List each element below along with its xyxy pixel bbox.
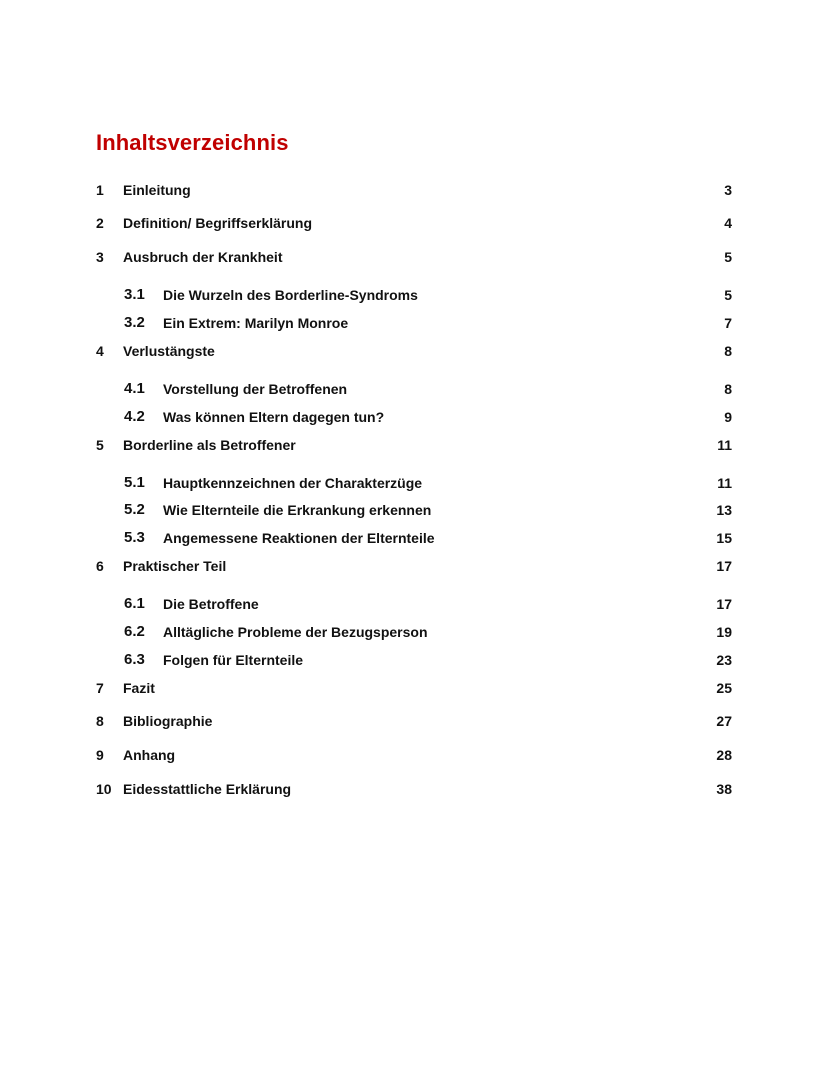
toc-entry-page: 4	[724, 215, 732, 231]
toc-entry-label: Anhang	[123, 747, 176, 763]
toc-entry-number: 3	[96, 249, 104, 265]
toc-entry-3-2[interactable]	[0, 313, 828, 333]
toc-entry-page: 9	[724, 409, 732, 425]
toc-entry-number: 9	[96, 747, 104, 763]
toc-entry-6-1[interactable]	[0, 594, 828, 614]
toc-entry-number: 5	[96, 437, 104, 453]
toc-entry-label: Definition/ Begriffserklärung	[123, 215, 313, 231]
toc-entry-4[interactable]	[0, 341, 828, 361]
toc-entry-label: Die Betroffene	[163, 596, 259, 612]
toc-entry-page: 11	[717, 475, 732, 491]
toc-entry-label: Borderline als Betroffener	[123, 437, 296, 453]
toc-entry-label: Die Wurzeln des Borderline-Syndroms	[163, 287, 418, 303]
toc-entry-page: 17	[716, 596, 732, 612]
toc-entry-label: Verlustängste	[123, 343, 215, 359]
toc-entry-page: 7	[724, 315, 732, 331]
toc-entry-page: 15	[716, 530, 732, 546]
toc-entry-number: 5.3	[124, 529, 145, 546]
toc-entry-label: Angemessene Reaktionen der Elternteile	[163, 530, 435, 546]
toc-entry-page: 27	[716, 713, 732, 729]
toc-entry-9[interactable]	[0, 745, 828, 765]
toc-entry-5[interactable]	[0, 435, 828, 455]
toc-entry-page: 8	[724, 381, 732, 397]
toc-entry-page: 17	[716, 558, 732, 574]
toc-entry-page: 28	[716, 747, 732, 763]
toc-entry-3[interactable]	[0, 247, 828, 267]
toc-entry-5-1[interactable]	[0, 473, 828, 493]
toc-entry-number: 3.1	[124, 286, 145, 303]
toc-entry-8[interactable]	[0, 711, 828, 731]
toc-entry-number: 4.2	[124, 408, 145, 425]
toc-entry-number: 10	[96, 781, 112, 797]
toc-entry-page: 11	[717, 437, 732, 453]
toc-entry-label: Einleitung	[123, 182, 191, 198]
toc-entry-page: 5	[724, 249, 732, 265]
toc-entry-page: 19	[716, 624, 732, 640]
toc-entry-number: 6	[96, 558, 104, 574]
toc-entry-label: Ein Extrem: Marilyn Monroe	[163, 315, 349, 331]
toc-entry-number: 6.3	[124, 651, 145, 668]
toc-entry-number: 5.2	[124, 501, 145, 518]
toc-entry-number: 6.1	[124, 595, 145, 612]
toc-entry-page: 13	[716, 502, 732, 518]
toc-entry-label: Ausbruch der Krankheit	[123, 249, 283, 265]
toc-entry-label: Folgen für Elternteile	[163, 652, 304, 668]
toc-entry-label: Praktischer Teil	[123, 558, 227, 574]
toc-entry-number: 1	[96, 182, 104, 198]
toc-entry-label: Bibliographie	[123, 713, 213, 729]
toc-entry-number: 4.1	[124, 380, 145, 397]
toc-entry-number: 2	[96, 215, 104, 231]
toc-entry-number: 7	[96, 680, 104, 696]
toc-entry-1[interactable]	[0, 180, 828, 200]
toc-entry-7[interactable]	[0, 678, 828, 698]
toc-entry-number: 3.2	[124, 314, 145, 331]
toc-entry-number: 4	[96, 343, 104, 359]
toc-entry-4-1[interactable]	[0, 379, 828, 399]
toc-entry-6-2[interactable]	[0, 622, 828, 642]
toc-entry-label: Fazit	[123, 680, 155, 696]
toc-entry-label: Eidesstattliche Erklärung	[123, 781, 292, 797]
toc-entry-label: Wie Elternteile die Erkrankung erkennen	[163, 502, 432, 518]
toc-entry-page: 38	[716, 781, 732, 797]
toc-entry-page: 8	[724, 343, 732, 359]
toc-entry-page: 23	[716, 652, 732, 668]
toc-entry-label: Hauptkennzeichnen der Charakterzüge	[163, 475, 423, 491]
toc-entry-5-2[interactable]	[0, 500, 828, 520]
toc-entry-page: 25	[716, 680, 732, 696]
toc-entry-3-1[interactable]	[0, 285, 828, 305]
toc-entry-page: 5	[724, 287, 732, 303]
toc-entry-page: 3	[724, 182, 732, 198]
toc-entry-number: 8	[96, 713, 104, 729]
toc-entry-label: Vorstellung der Betroffenen	[163, 381, 348, 397]
toc-entry-number: 5.1	[124, 474, 145, 491]
toc-entry-label: Alltägliche Probleme der Bezugsperson	[163, 624, 428, 640]
toc-entry-5-3[interactable]	[0, 528, 828, 548]
toc-entry-2[interactable]	[0, 213, 828, 233]
toc-entry-6-3[interactable]	[0, 650, 828, 670]
toc-entry-10[interactable]	[0, 779, 828, 799]
toc-entry-4-2[interactable]	[0, 407, 828, 427]
toc-entry-6[interactable]	[0, 556, 828, 576]
toc-title: Inhaltsverzeichnis	[96, 130, 289, 155]
toc-entry-label: Was können Eltern dagegen tun?	[163, 409, 385, 425]
toc-entry-number: 6.2	[124, 623, 145, 640]
